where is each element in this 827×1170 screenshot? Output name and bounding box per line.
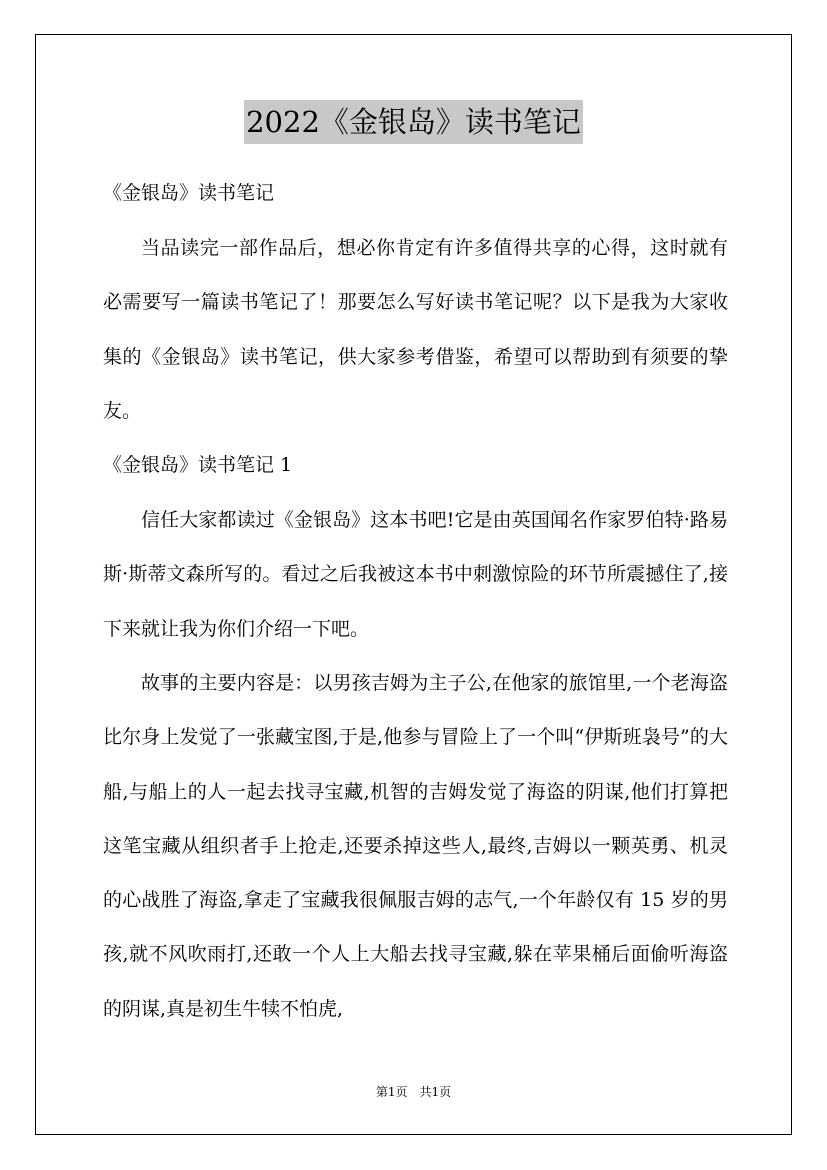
body-paragraph-2: 故事的主要内容是：以男孩吉姆为主子公,在他家的旅馆里,一个老海盗比尔身上发觉了一张藏宝图,于是,他参与冒险上了一个叫“伊斯班袅号”的大船,与船上的人一起去找寻宝藏,机智的吉姆发觉了海盗的阴谋,他们打算把这笔宝藏从组织者手上抢走,还要杀掉这些人,最终,吉姆以一颗英勇、机灵的心战胜了海盗,拿走了宝藏我很佩服吉姆的志气,一个年龄仅有 15 岁的男孩,就不风吹雨打,还敢一个人上大船去找寻宝藏,躲在苹果桶后面偷听海盗的阴谋,真是初生牛犊不怕虎, (103, 672, 728, 1020)
section-heading-1: 《金银岛》读书笔记 1 (103, 454, 293, 476)
body-paragraph-1: 信任大家都读过《金银岛》这本书吧!它是由英国闻名作家罗伯特·路易斯·斯蒂文森所写的。看过之后我被这本书中刺激惊险的环节所震撼住了,接下来就让我为你们介绍一下吧。 (103, 509, 728, 640)
intro-paragraph: 当品读完一部作品后，想必你肯定有许多值得共享的心得，这时就有必需要写一篇读书笔记了！那要怎么写好读书笔记呢？以下是我为大家收集的《金银岛》读书笔记，供大家参考借鉴，希望可以帮助到有须要的挚友。 (103, 237, 728, 422)
document-title: 2022《金银岛》读书笔记 (244, 100, 583, 144)
page-footer: 第1页 共1页 (375, 1085, 452, 1099)
document-title-wrapper (0, 100, 827, 144)
section-heading-main: 《金银岛》读书笔记 (103, 182, 275, 204)
